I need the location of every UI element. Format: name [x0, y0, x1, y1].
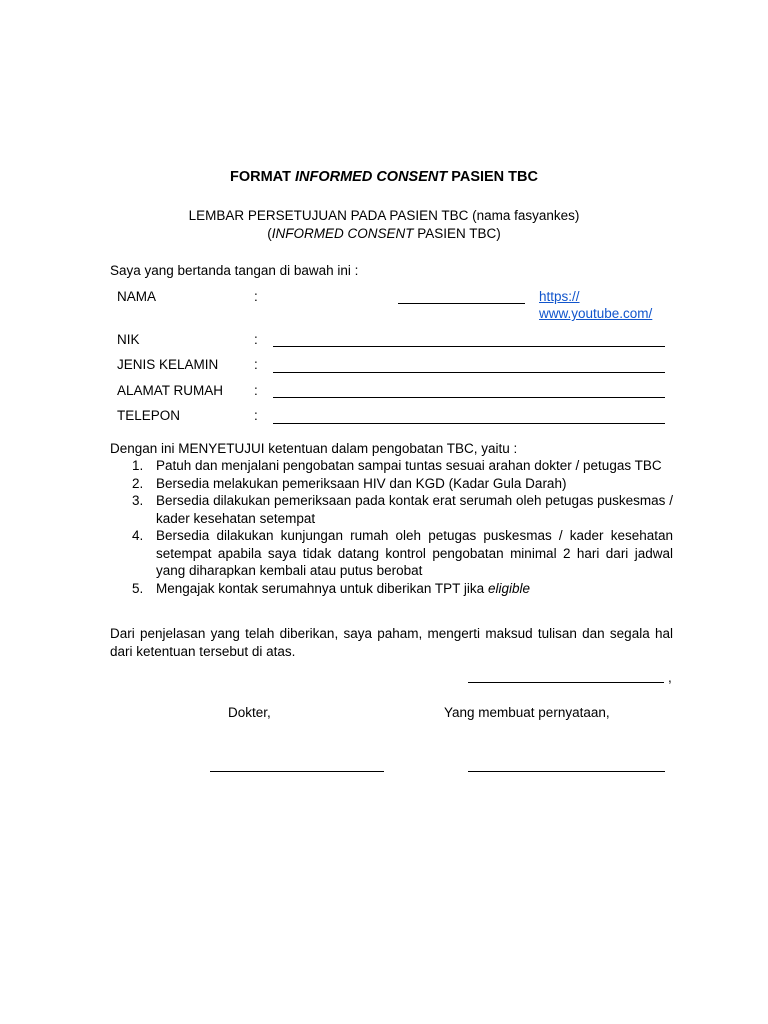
title-prefix: FORMAT [230, 169, 295, 185]
list-item-text: Bersedia dilakukan kunjungan rumah oleh petugas puskesmas / kader kesehatan setempat apabila saya tidak datang kontrol pengobatan minimal 2 hari dari jadwal yang diharapkan kembali atau putus berobat [156, 528, 673, 578]
youtube-link[interactable] [539, 288, 679, 322]
nik-input-line[interactable] [273, 346, 665, 347]
list-item-number: 2. [132, 475, 144, 491]
field-colon-nama: : [254, 289, 258, 304]
field-label-jenis-kelamin: JENIS KELAMIN [117, 357, 219, 372]
doctor-signature-line[interactable] [210, 771, 384, 772]
list-item-number: 1. [132, 458, 144, 473]
list-item-text: Bersedia dilakukan pemeriksaan pada kontak erat serumah oleh petugas puskesmas / kader kesehatan setempat [156, 493, 673, 526]
place-date-comma: , [668, 670, 672, 685]
field-label-nik: NIK [117, 332, 140, 347]
list-item [110, 527, 673, 580]
title-suffix: PASIEN TBC [447, 169, 538, 185]
field-colon-nik: : [254, 332, 258, 347]
subtitle-italic: INFORMED CONSENT [271, 225, 414, 241]
jenis-kelamin-input-line[interactable] [273, 372, 665, 373]
field-label-nama: NAMA [117, 289, 157, 304]
requirements-list [110, 457, 673, 597]
list-item [110, 457, 673, 475]
link-line-1[interactable]: https:// [539, 289, 580, 304]
field-colon-alamat-rumah: : [254, 383, 258, 398]
subtitle-line-1: LEMBAR PERSETUJUAN PADA PASIEN TBC (nama fasyankes) [188, 208, 580, 223]
alamat-rumah-input-line[interactable] [273, 397, 665, 398]
subtitle-line-2 [0, 225, 768, 243]
list-item [110, 492, 673, 527]
list-item-number: 4. [132, 528, 144, 543]
list-item [110, 580, 673, 598]
declarant-signature-label: Yang membuat pernyataan, [444, 705, 610, 720]
field-colon-telepon: : [254, 408, 258, 423]
list-item-text: Patuh dan menjalani pengobatan sampai tuntas sesuai arahan dokter / petugas TBC [156, 458, 662, 473]
subtitle-open-paren: ( [267, 225, 272, 241]
closing-paragraph: Dari penjelasan yang telah diberikan, saya paham, mengerti maksud tulisan dan segala hal dari ketentuan tersebut di atas. [110, 626, 673, 659]
agreement-statement: Dengan ini MENYETUJUI ketentuan dalam pengobatan TBC, yaitu : [110, 441, 518, 456]
subtitle-rest: PASIEN TBC) [413, 225, 501, 241]
doctor-signature-label: Dokter, [228, 705, 271, 720]
title-italic: INFORMED CONSENT [294, 169, 448, 185]
telepon-input-line[interactable] [273, 423, 665, 424]
place-date-line[interactable] [468, 682, 664, 683]
declarant-signature-line[interactable] [468, 771, 665, 772]
list-item [110, 475, 673, 493]
list-item-text: Mengajak kontak serumahnya untuk diberikan TPT jika [156, 580, 488, 596]
link-line-2[interactable]: www.youtube.com/ [539, 306, 653, 321]
list-item-text: Bersedia melakukan pemeriksaan HIV dan KGD (Kadar Gula Darah) [156, 475, 567, 491]
field-label-alamat-rumah: ALAMAT RUMAH [117, 383, 224, 398]
field-label-telepon: TELEPON [117, 408, 181, 423]
document-subtitle [0, 207, 768, 242]
list-item-number: 5. [132, 580, 144, 596]
document-title [0, 169, 768, 187]
intro-text: Saya yang bertanda tangan di bawah ini : [110, 263, 359, 278]
field-colon-jenis-kelamin: : [254, 357, 258, 372]
list-item-italic-text: eligible [487, 580, 530, 596]
list-item-number: 3. [132, 493, 144, 508]
nama-input-line[interactable] [398, 303, 525, 304]
